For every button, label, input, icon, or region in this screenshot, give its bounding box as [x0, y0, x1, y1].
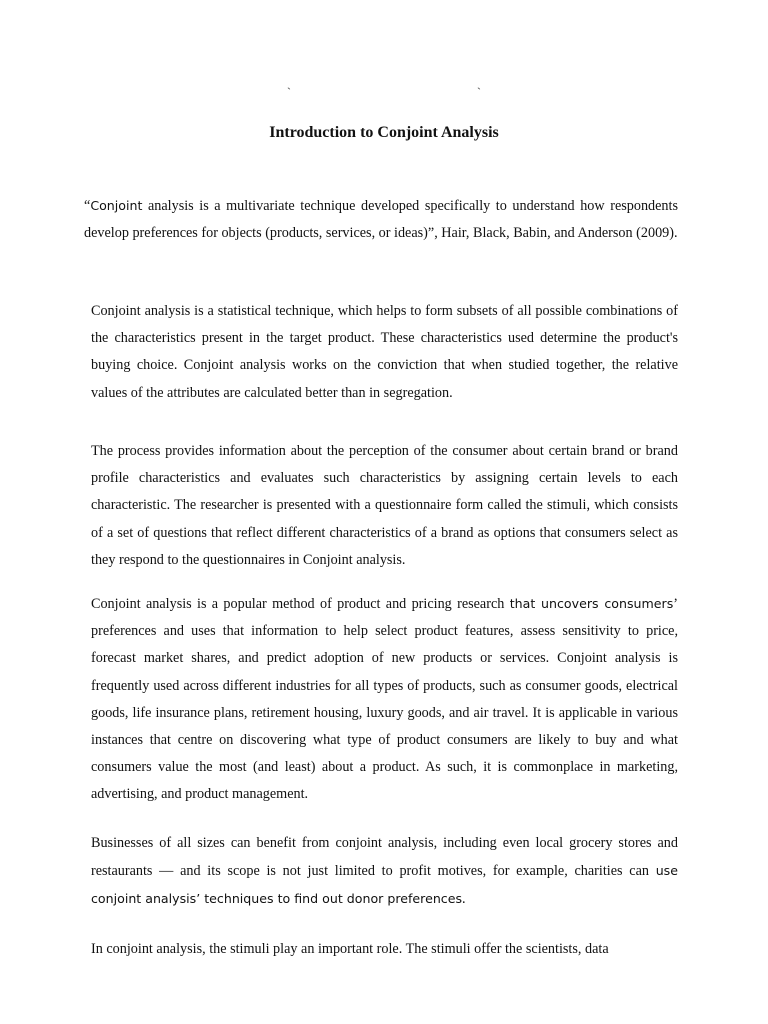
quote-paragraph — [84, 192, 678, 247]
document-title: Introduction to Conjoint Analysis — [269, 124, 499, 141]
paragraph-2: The process provides information about the perception of the consumer about certain brand or brand profile characteristics and evaluates such characteristics by assigning certain levels to each characteristic. The researcher is presented with a questionnaire form called the stimuli, which consists of a set of questions that reflect different characteristics of a brand as options that consumers select as they respond to the questionnaires in Conjoint analysis. — [91, 443, 678, 568]
paragraph-3-tail: ’ preferences and uses that information to help select product features, assess sensitivity to price, forecast market shares, and predict adoption of new products or services. Conjoint analysis is frequently used across different industries for all types of products, such as consumer goods, electrical goods, life insurance plans, retirement housing, luxury goods, and air travel. It is applicable in various instances that centre on discovering what type of product consumers are likely to buy and what consumers value the most (and least) about a product. As such, it is commonplace in marketing, advertising, and product management. — [91, 596, 679, 803]
quote-open-mark: “ — [84, 198, 91, 214]
paragraph-1: Conjoint analysis is a statistical technique, which helps to form subsets of all possible combinations of the characteristics present in the target product. These characteristics used determine the product's buying choice. Conjoint analysis works on the conviction that when studied together, the relative values of the attributes are calculated better than in segregation. — [91, 303, 678, 401]
header-tick-left: ` — [287, 85, 291, 99]
quote-lead-word: Conjoint — [90, 198, 143, 213]
header-tick-right: ` — [477, 85, 481, 99]
paragraph-3 — [91, 590, 678, 809]
paragraph-4-tail: . — [462, 891, 466, 908]
paragraph-4 — [91, 830, 678, 914]
paragraph-5: In conjoint analysis, the stimuli play an important role. The stimuli offer the scientists, data — [91, 941, 609, 957]
paragraph-3-sans-phrase: that uncovers consumers — [509, 596, 674, 611]
paragraph-3-lead: Conjoint analysis is a popular method of product and pricing research — [91, 596, 510, 612]
paragraph-4-lead: Businesses of all sizes can benefit from conjoint analysis, including even local grocery stores and restaurants — and its scope is not just limited to profit motives, for example, charities can — [91, 835, 678, 880]
paragraph-4-sans-phrase: use conjoint analysis’ techniques to find out donor preferences — [91, 863, 678, 907]
quote-body: analysis is a multivariate technique developed specifically to understand how respondents develop preferences for objects (products, services, or ideas)”, Hair, Black, Babin, and Anderson (2009). — [84, 198, 678, 242]
